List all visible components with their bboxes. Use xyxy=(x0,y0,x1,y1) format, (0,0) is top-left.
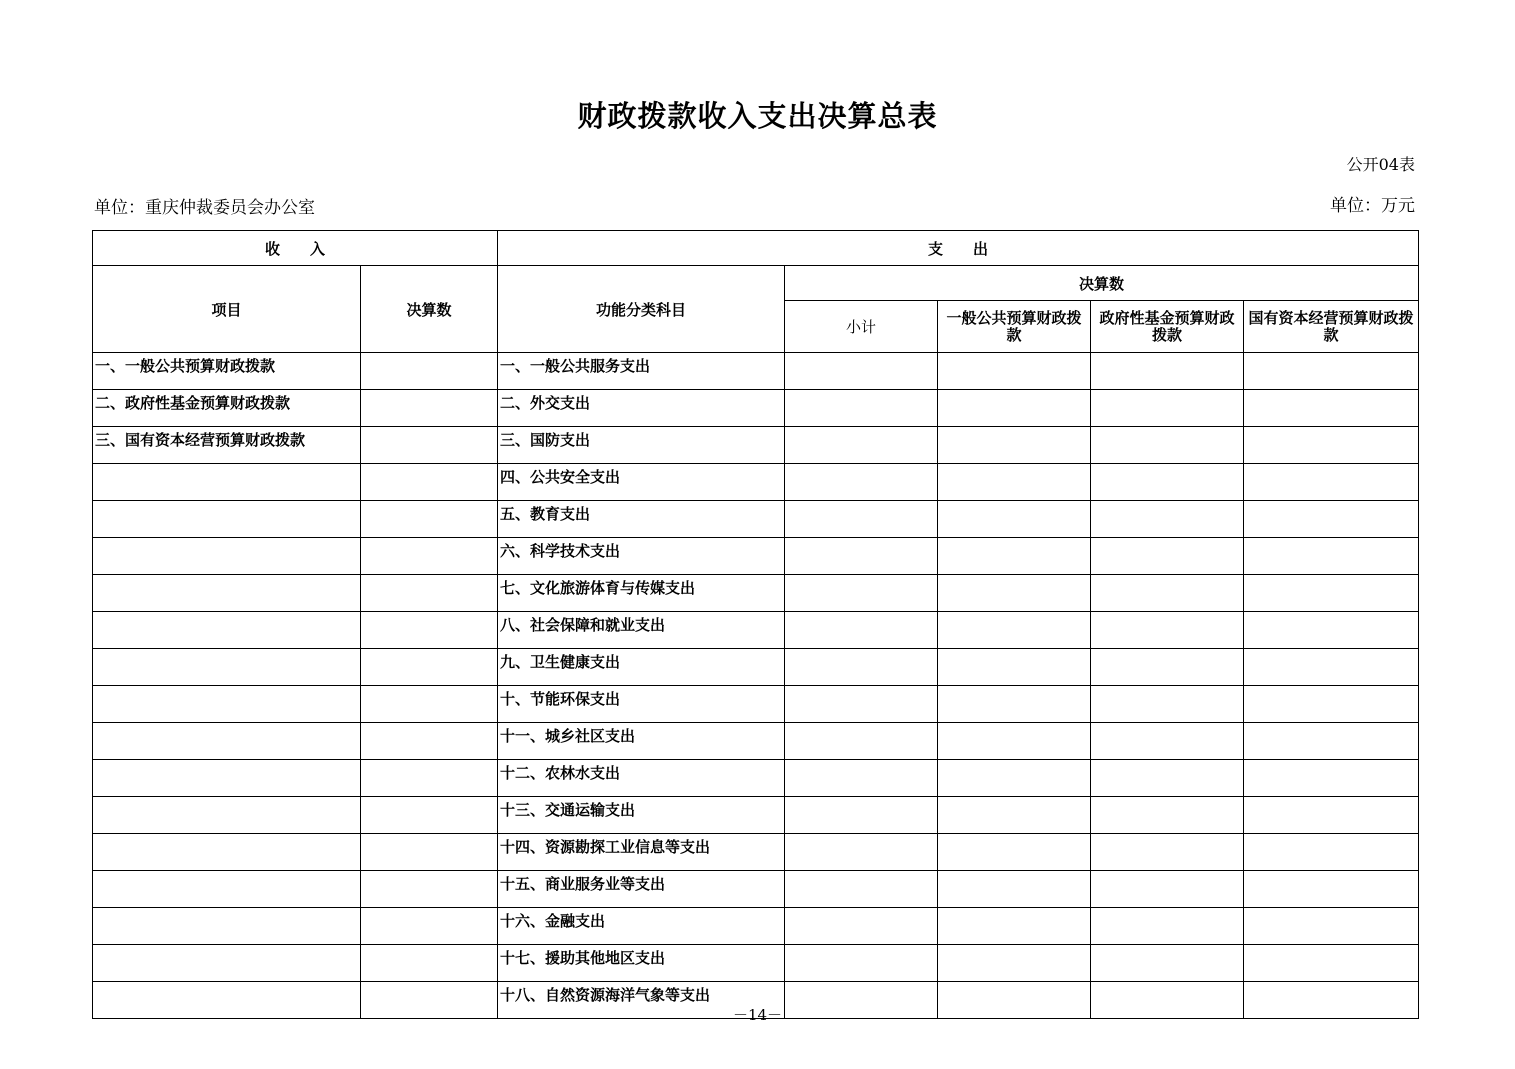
table-row xyxy=(93,427,1419,464)
state-capital-cell xyxy=(1244,649,1419,686)
gov-fund-cell xyxy=(1091,464,1244,501)
table-row xyxy=(93,538,1419,575)
table-row xyxy=(93,353,1419,390)
general-budget-cell xyxy=(938,612,1091,649)
expense-item-cell: 三、国防支出 xyxy=(498,427,785,464)
general-budget-cell xyxy=(938,871,1091,908)
expense-item-cell: 十一、城乡社区支出 xyxy=(498,723,785,760)
general-budget-cell xyxy=(938,501,1091,538)
subtotal-cell xyxy=(785,464,938,501)
income-item-cell: 三、国有资本经营预算财政拨款 xyxy=(93,427,361,464)
col-header-gov-fund: 政府性基金预算财政拨款 xyxy=(1091,301,1244,353)
gov-fund-cell xyxy=(1091,390,1244,427)
expense-item-cell: 一、一般公共服务支出 xyxy=(498,353,785,390)
income-item-cell xyxy=(93,945,361,982)
income-item-cell: 一、一般公共预算财政拨款 xyxy=(93,353,361,390)
income-item-cell xyxy=(93,686,361,723)
subtotal-cell xyxy=(785,945,938,982)
subtotal-cell xyxy=(785,834,938,871)
general-budget-cell xyxy=(938,723,1091,760)
income-item-cell xyxy=(93,797,361,834)
state-capital-cell xyxy=(1244,686,1419,723)
state-capital-cell xyxy=(1244,464,1419,501)
expense-item-cell: 六、科学技术支出 xyxy=(498,538,785,575)
income-item-cell: 二、政府性基金预算财政拨款 xyxy=(93,390,361,427)
gov-fund-cell xyxy=(1091,686,1244,723)
gov-fund-cell xyxy=(1091,723,1244,760)
state-capital-cell xyxy=(1244,353,1419,390)
expense-item-cell: 十二、农林水支出 xyxy=(498,760,785,797)
state-capital-cell xyxy=(1244,427,1419,464)
gov-fund-cell xyxy=(1091,575,1244,612)
income-amount-cell xyxy=(361,686,498,723)
income-amount-cell xyxy=(361,760,498,797)
expense-item-cell: 十五、商业服务业等支出 xyxy=(498,871,785,908)
col-header-subtotal: 小计 xyxy=(785,301,938,353)
income-amount-cell xyxy=(361,612,498,649)
state-capital-cell xyxy=(1244,390,1419,427)
expense-item-cell: 十、节能环保支出 xyxy=(498,686,785,723)
general-budget-cell xyxy=(938,945,1091,982)
income-amount-cell xyxy=(361,723,498,760)
state-capital-cell xyxy=(1244,538,1419,575)
page-number: －14－ xyxy=(732,1006,783,1024)
income-amount-cell xyxy=(361,575,498,612)
expense-item-cell: 八、社会保障和就业支出 xyxy=(498,612,785,649)
expense-header: 支 出 xyxy=(498,231,1419,266)
general-budget-cell xyxy=(938,353,1091,390)
general-budget-cell xyxy=(938,760,1091,797)
table-row xyxy=(93,945,1419,982)
subtotal-cell xyxy=(785,538,938,575)
state-capital-cell xyxy=(1244,797,1419,834)
income-amount-cell xyxy=(361,353,498,390)
general-budget-cell xyxy=(938,427,1091,464)
col-header-general-budget: 一般公共预算财政拨款 xyxy=(938,301,1091,353)
subtotal-cell xyxy=(785,390,938,427)
expense-item-cell: 十六、金融支出 xyxy=(498,908,785,945)
income-item-cell xyxy=(93,834,361,871)
income-item-cell xyxy=(93,538,361,575)
col-header-final: 决算数 xyxy=(785,266,1419,301)
income-amount-cell xyxy=(361,538,498,575)
table-row xyxy=(93,501,1419,538)
table-row xyxy=(93,649,1419,686)
general-budget-cell xyxy=(938,834,1091,871)
col-header-item: 项目 xyxy=(93,266,361,353)
subtotal-cell xyxy=(785,760,938,797)
general-budget-cell xyxy=(938,538,1091,575)
general-budget-cell xyxy=(938,649,1091,686)
income-item-cell xyxy=(93,760,361,797)
gov-fund-cell xyxy=(1091,427,1244,464)
expense-item-cell: 十四、资源勘探工业信息等支出 xyxy=(498,834,785,871)
income-amount-cell xyxy=(361,649,498,686)
expense-item-cell: 七、文化旅游体育与传媒支出 xyxy=(498,575,785,612)
income-item-cell xyxy=(93,501,361,538)
income-amount-cell xyxy=(361,834,498,871)
gov-fund-cell xyxy=(1091,760,1244,797)
income-item-cell xyxy=(93,723,361,760)
table-row xyxy=(93,871,1419,908)
table-row xyxy=(93,612,1419,649)
gov-fund-cell xyxy=(1091,834,1244,871)
state-capital-cell xyxy=(1244,834,1419,871)
table-row xyxy=(93,686,1419,723)
unit-organization: 单位：重庆仲裁委员会办公室 xyxy=(94,198,315,218)
expense-item-cell: 五、教育支出 xyxy=(498,501,785,538)
table-row xyxy=(93,723,1419,760)
unit-currency: 单位：万元 xyxy=(1330,196,1415,216)
state-capital-cell xyxy=(1244,723,1419,760)
subtotal-cell xyxy=(785,575,938,612)
subtotal-cell xyxy=(785,612,938,649)
gov-fund-cell xyxy=(1091,538,1244,575)
subtotal-cell xyxy=(785,501,938,538)
gov-fund-cell xyxy=(1091,353,1244,390)
income-item-cell xyxy=(93,908,361,945)
subtotal-cell xyxy=(785,908,938,945)
income-item-cell xyxy=(93,464,361,501)
income-amount-cell xyxy=(361,945,498,982)
income-item-cell xyxy=(93,649,361,686)
income-amount-cell xyxy=(361,390,498,427)
income-item-cell xyxy=(93,575,361,612)
table-row xyxy=(93,575,1419,612)
general-budget-cell xyxy=(938,464,1091,501)
gov-fund-cell xyxy=(1091,945,1244,982)
table-row xyxy=(93,797,1419,834)
general-budget-cell xyxy=(938,575,1091,612)
fiscal-summary-table xyxy=(92,230,1419,1019)
table-row xyxy=(93,834,1419,871)
gov-fund-cell xyxy=(1091,797,1244,834)
gov-fund-cell xyxy=(1091,871,1244,908)
state-capital-cell xyxy=(1244,612,1419,649)
expense-item-cell: 二、外交支出 xyxy=(498,390,785,427)
income-amount-cell xyxy=(361,501,498,538)
header-row-1 xyxy=(93,231,1419,266)
general-budget-cell xyxy=(938,390,1091,427)
col-header-state-capital: 国有资本经营预算财政拨款 xyxy=(1244,301,1419,353)
subtotal-cell xyxy=(785,723,938,760)
col-header-function: 功能分类科目 xyxy=(498,266,785,353)
income-amount-cell xyxy=(361,797,498,834)
income-item-cell xyxy=(93,612,361,649)
table-row xyxy=(93,464,1419,501)
subtotal-cell xyxy=(785,649,938,686)
table-row xyxy=(93,390,1419,427)
state-capital-cell xyxy=(1244,575,1419,612)
expense-item-cell: 十八、自然资源海洋气象等支出 xyxy=(498,982,785,1019)
income-amount-cell xyxy=(361,871,498,908)
subtotal-cell xyxy=(785,427,938,464)
gov-fund-cell xyxy=(1091,612,1244,649)
col-header-amount: 决算数 xyxy=(361,266,498,353)
page-title: 财政拨款收入支出决算总表 xyxy=(577,99,938,133)
income-amount-cell xyxy=(361,464,498,501)
income-header: 收 入 xyxy=(93,231,498,266)
expense-item-cell: 四、公共安全支出 xyxy=(498,464,785,501)
form-number: 公开04表 xyxy=(1346,155,1415,174)
state-capital-cell xyxy=(1244,871,1419,908)
subtotal-cell xyxy=(785,686,938,723)
table-row xyxy=(93,908,1419,945)
income-amount-cell xyxy=(361,908,498,945)
general-budget-cell xyxy=(938,686,1091,723)
state-capital-cell xyxy=(1244,908,1419,945)
state-capital-cell xyxy=(1244,501,1419,538)
table-row xyxy=(93,760,1419,797)
expense-item-cell: 九、卫生健康支出 xyxy=(498,649,785,686)
subtotal-cell xyxy=(785,353,938,390)
expense-item-cell: 十三、交通运输支出 xyxy=(498,797,785,834)
gov-fund-cell xyxy=(1091,649,1244,686)
income-item-cell xyxy=(93,871,361,908)
expense-item-cell: 十七、援助其他地区支出 xyxy=(498,945,785,982)
header-row-2 xyxy=(93,266,1419,301)
general-budget-cell xyxy=(938,797,1091,834)
state-capital-cell xyxy=(1244,945,1419,982)
subtotal-cell xyxy=(785,797,938,834)
state-capital-cell xyxy=(1244,760,1419,797)
subtotal-cell xyxy=(785,871,938,908)
income-amount-cell xyxy=(361,427,498,464)
general-budget-cell xyxy=(938,908,1091,945)
gov-fund-cell xyxy=(1091,501,1244,538)
gov-fund-cell xyxy=(1091,908,1244,945)
